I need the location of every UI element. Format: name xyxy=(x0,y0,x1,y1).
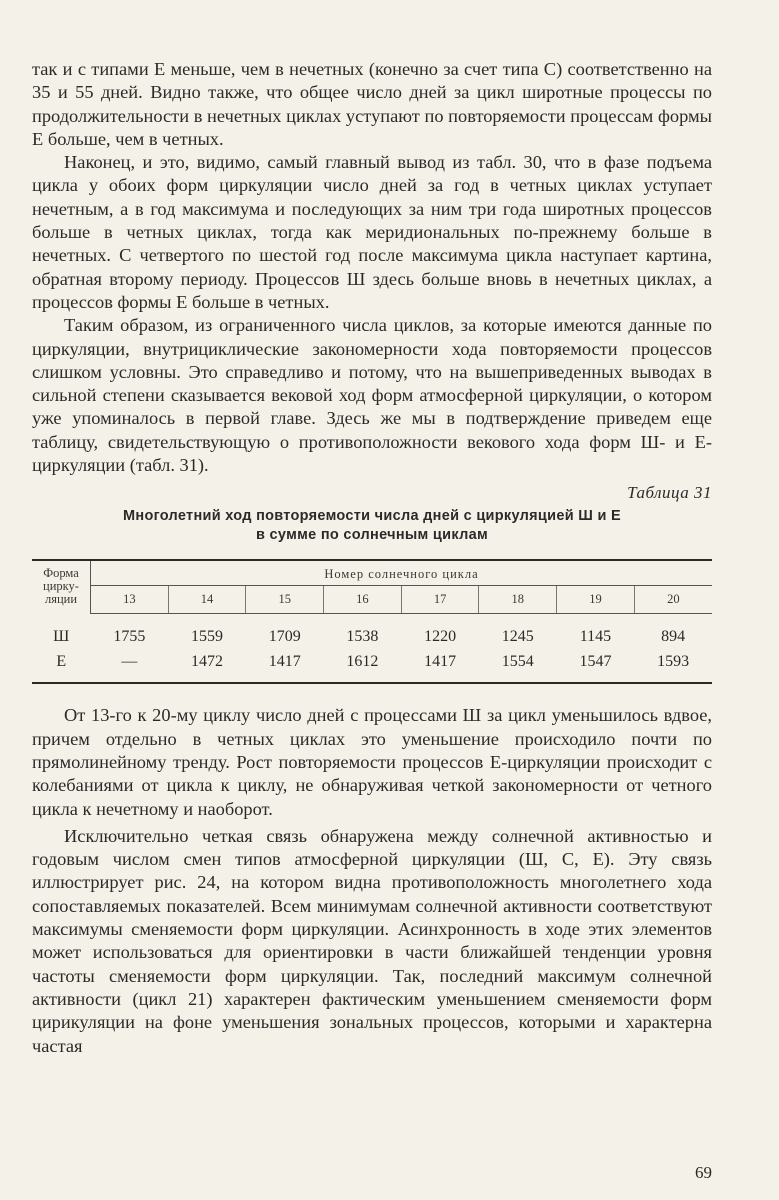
table-31 xyxy=(32,559,712,684)
cycle-header: 19 xyxy=(557,586,635,614)
cycle-header: 17 xyxy=(401,586,479,614)
table-cell: 1554 xyxy=(501,652,534,670)
page-number: 69 xyxy=(695,1163,712,1182)
cycle-header: 15 xyxy=(246,586,324,614)
table-title xyxy=(32,507,712,545)
table-cell: 1472 xyxy=(191,652,224,670)
form-header-line-1: Форма xyxy=(43,566,79,581)
form-label: Ш xyxy=(53,627,70,645)
table-row-e xyxy=(32,649,712,682)
table-cell: 1417 xyxy=(424,652,457,670)
table-cell: 1559 xyxy=(191,627,224,645)
table-cell: 1220 xyxy=(424,627,457,645)
table-cell: 894 xyxy=(661,627,686,645)
cycle-header: 20 xyxy=(634,586,712,614)
form-header-line-2: цирку- xyxy=(43,579,79,594)
table-cell: 1709 xyxy=(268,627,301,645)
form-column-header xyxy=(32,561,91,614)
form-label: Е xyxy=(56,652,67,670)
table-cell: 1417 xyxy=(268,652,301,670)
table-header-row xyxy=(32,561,712,586)
paragraph-2: Наконец, и это, видимо, самый главный вывод из табл. 30, что в фазе подъема цикла у обоих форм циркуляции число дней за год в четных циклах уступает нечетным, а в год максимума и последующих за ним три года широтных процессов больше в четных циклах, тогда как меридиональных по-прежнему больше в нечетных. С четвертого по шестой год после максимума цикла наступает картина, обратная второму периоду. Процессов Ш здесь больше вновь в нечетных циклах, а процессов формы Е больше в четных. xyxy=(32,152,712,312)
cycle-header: 13 xyxy=(91,586,169,614)
paragraph-1: так и с типами Е меньше, чем в нечетных (конечно за счет типа С) соответственно на 35 и 55 дней. Видно также, что общее число дней за цикл широтные процессы по продолжительности в нечетных циклах уступают по повторяемости процессам формы Е больше, чем в четных. xyxy=(32,59,712,149)
cycle-group-header: Номер солнечного цикла xyxy=(91,561,713,586)
table-spacer xyxy=(32,614,712,625)
table-cell: 1245 xyxy=(501,627,534,645)
form-header-line-3: ляции xyxy=(44,592,78,607)
table-caption: Таблица 31 xyxy=(627,483,712,503)
table-cell: 1547 xyxy=(579,652,612,670)
cycle-header: 16 xyxy=(324,586,402,614)
paragraph-3: Таким образом, из ограниченного числа циклов, за которые имеются данные по циркуляции, внутрициклические закономерности хода повторяемости процессов слишком условны. Это справедливо и потому, что на вышеприведенных выводах в сильной степени сказывается вековой ход форм атмосферной циркуляции, о котором уже упоминалось в первой главе. Здесь же мы в подтверждение приведем еще таблицу, свидетельствующую о противоположности векового хода форм Ш- и Е-циркуляции (табл. 31). xyxy=(32,315,712,476)
table-gap xyxy=(32,684,712,704)
page-body xyxy=(32,58,712,1058)
table-cell: 1593 xyxy=(657,652,690,670)
table-cell: 1538 xyxy=(346,627,379,645)
table-title-line-2: в сумме по солнечным циклам xyxy=(256,527,488,544)
table-cell: — xyxy=(121,652,138,670)
table-row-sh xyxy=(32,624,712,649)
table-title-line-1: Многолетний ход повторяемости числа дней с циркуляцией Ш и Е xyxy=(123,508,621,525)
cycle-header: 14 xyxy=(168,586,246,614)
paragraph-5: Исключительно четкая связь обнаружена между солнечной активностью и годовым числом смен типов атмосферной циркуляции (Ш, С, Е). Эту связь иллюстрирует рис. 24, на котором видна противоположность многолетнего хода сопоставляемых показателей. Всем минимумам солнечной активности соответствуют максимумы сменяемости форм циркуляции. Асинхронность в ходе этих элементов может использоваться для ориентировки в части ближайшей тенденции уровня частоты сменяемости форм циркуляции. Так, последний максимум солнечной активности (цикл 21) характерен фактическим уменьшением сменяемости форм цирикуляции на фоне уменьшения зональных процессов, которыми и характерна частая xyxy=(32,825,712,1056)
table-cell: 1145 xyxy=(579,627,612,645)
table-cell: 1612 xyxy=(346,652,379,670)
cycle-number-row xyxy=(32,586,712,614)
data-table xyxy=(32,561,712,682)
paragraph-4: От 13-го к 20-му циклу число дней с процессами Ш за цикл уменьшилось вдвое, причем отдельно в четных циклах это уменьшение происходило почти по прямолинейному тренду. Рост повторяемости процессов Е-циркуляции происходит с колебаниями от цикла к циклу, не обнаруживая четкой закономерности от четного цикла к нечетному и наоборот. xyxy=(32,705,712,819)
table-cell: 1755 xyxy=(113,627,146,645)
cycle-header: 18 xyxy=(479,586,557,614)
